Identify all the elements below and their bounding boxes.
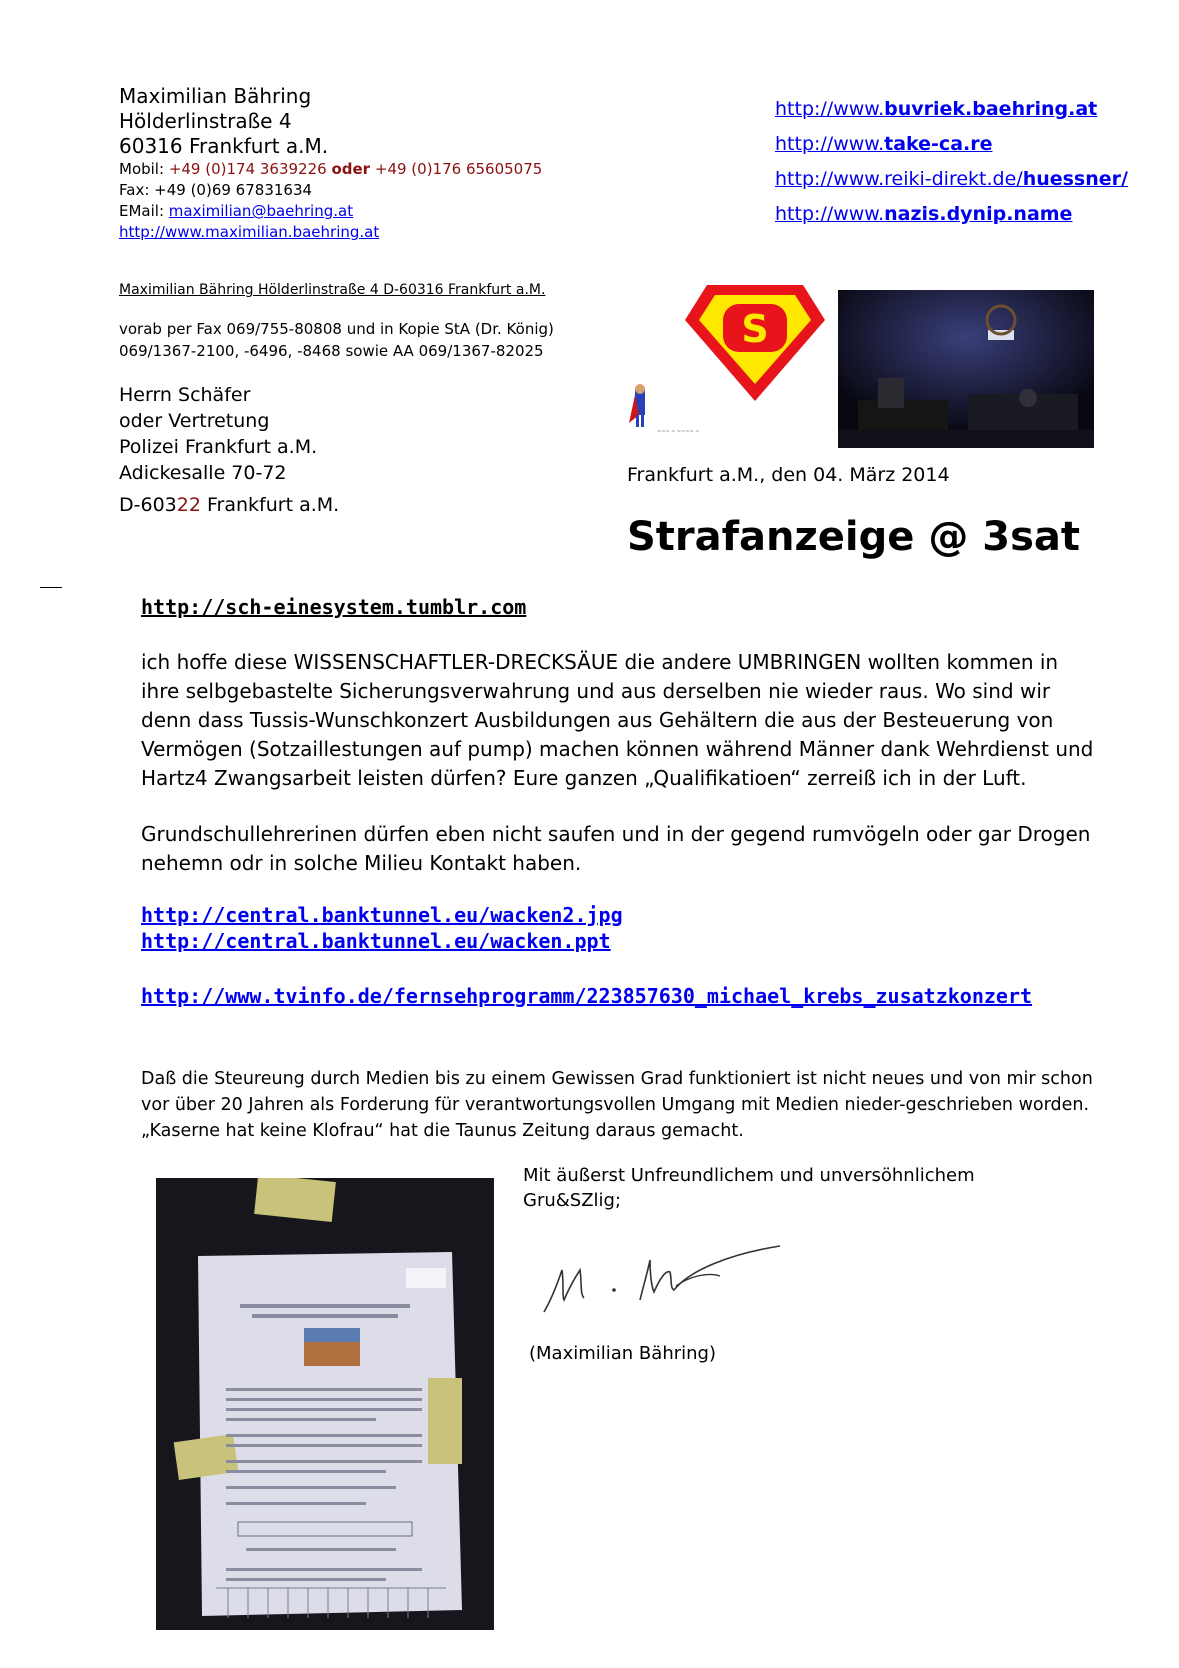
body-paragraph-2: Grundschullehrerinen dürfen eben nicht saufen und in der gegend rumvögeln oder gar Drogen nehemn odr in solche Milieu Kontakt haben. bbox=[141, 822, 1091, 875]
tumblr-link[interactable]: http://sch-einesystem.tumblr.com bbox=[141, 595, 527, 619]
flyer-photo bbox=[156, 1178, 494, 1630]
sender-web bbox=[119, 222, 542, 243]
top-link-3[interactable]: http://www.reiki-direkt.de/huessner/ bbox=[775, 168, 1128, 190]
fax-note: vorab per Fax 069/755-80808 und in Kopie StA (Dr. König) 069/1367-2100, -6496, -8468 sowie AA 069/1367-82025 bbox=[119, 320, 554, 360]
wacken-ppt-link[interactable]: http://central.banktunnel.eu/wacken.ppt bbox=[141, 929, 611, 953]
body-paragraph-1: ich hoffe diese WISSENSCHAFTLER-DRECKSÄUE die andere UMBRINGEN wollten kommen in ihre selbgebastelte Sicherungsverwahrung und aus derselben nie wieder raus. Wo sind wir denn dass Tussis-Wunschkonzert Ausbildungen aus Gehältern die aus der Besteuerung von Vermögen (Sotzaillestungen auf pump) machen können während Männer dank Wehrdienst und Hartz4 Zwangsarbeit leisten dürfen? Eure ganzen „Qualifikatioen“ zerreiß ich in der Luft. bbox=[141, 650, 1094, 790]
top-link-2[interactable]: http://www.take-ca.re bbox=[775, 133, 993, 155]
sender-city: 60316 Frankfurt a.M. bbox=[119, 134, 329, 158]
concert-photo bbox=[838, 290, 1094, 448]
sender-mobil: Mobil: +49 (0)174 3639226 oder +49 (0)176 65605075 bbox=[119, 160, 543, 178]
body-paragraph-3: Daß die Steureung durch Medien bis zu einem Gewissen Grad funktioniert ist nicht neues und von mir schon vor über 20 Jahren als Forderung für verantwortungsvollen Umgang mit Medien nieder-geschrieben worden. „Kaserne hat keine Klofrau“ hat die Taunus Zeitung daraus gemacht. bbox=[141, 1069, 1093, 1141]
superman-s-logo bbox=[682, 282, 828, 404]
closing-text: Mit äußerst Unfreundlichem und unversöhnlichem Gru&SZlig; bbox=[523, 1165, 975, 1211]
top-link-4[interactable]: http://www.nazis.dynip.name bbox=[775, 203, 1073, 225]
email-link[interactable]: maximilian@baehring.at bbox=[168, 202, 354, 220]
website-link[interactable]: http://www.maximilian.baehring.at bbox=[119, 223, 380, 241]
fold-mark bbox=[40, 587, 62, 588]
sender-email: EMail: maximilian@baehring.at bbox=[119, 202, 354, 220]
recipient-block: Herrn Schäfer oder Vertretung Polizei Frankfurt a.M. Adickesalle 70-72 D-60322 Frankfurt a.M. bbox=[119, 384, 340, 516]
return-address: Maximilian Bähring Hölderlinstraße 4 D-60316 Frankfurt a.M. bbox=[119, 282, 546, 298]
handwritten-signature bbox=[540, 1240, 790, 1320]
tvinfo-link[interactable]: http://www.tvinfo.de/fernsehprogramm/223857630_michael_krebs_zusatzkonzert bbox=[141, 984, 1033, 1008]
wacken-jpg-link[interactable]: http://central.banktunnel.eu/wacken2.jpg bbox=[141, 903, 623, 927]
wacken-links bbox=[141, 902, 623, 954]
top-links bbox=[775, 92, 1128, 232]
letter-date: Frankfurt a.M., den 04. März 2014 bbox=[627, 464, 950, 486]
sender-street: Hölderlinstraße 4 bbox=[119, 109, 292, 133]
recipient-city: D-60322 Frankfurt a.M. bbox=[119, 494, 340, 516]
sender-name: Maximilian Bähring bbox=[119, 84, 312, 108]
signer-name: (Maximilian Bähring) bbox=[529, 1343, 716, 1364]
svg-text:~~~ ~ ~~~~ ~: ~~~ ~ ~~~~ ~ bbox=[657, 429, 700, 435]
letter-subject: Strafanzeige @ 3sat bbox=[627, 514, 1081, 560]
top-link-1[interactable]: http://www.buvriek.baehring.at bbox=[775, 98, 1098, 120]
sender-fax: Fax: +49 (0)69 67831634 bbox=[119, 181, 313, 199]
sender-block bbox=[119, 84, 542, 243]
svg-text:S: S bbox=[741, 307, 769, 351]
